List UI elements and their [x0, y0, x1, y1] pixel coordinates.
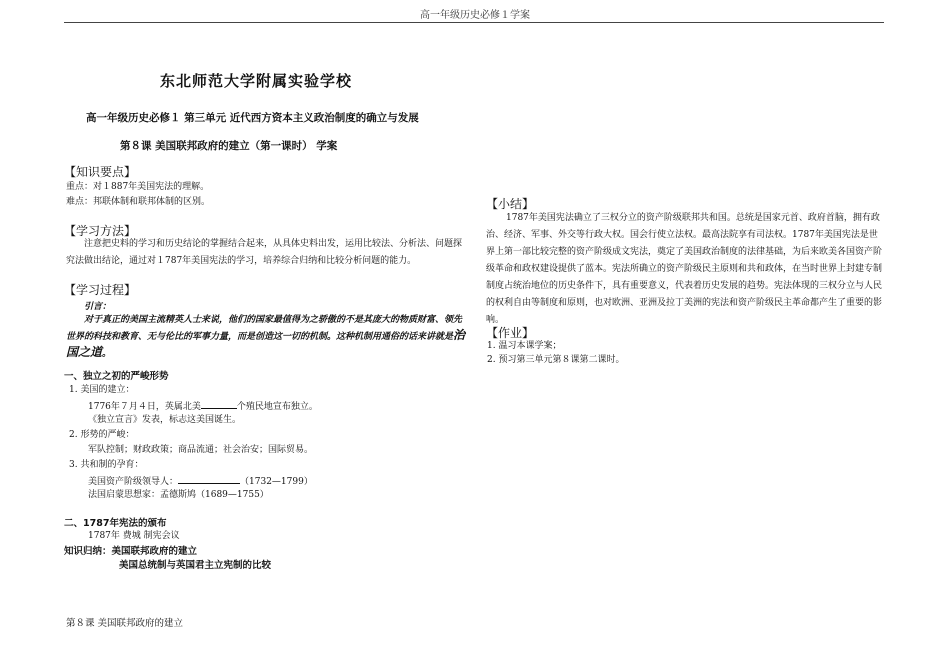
item1-line1	[88, 398, 318, 414]
section2-line1: 1787年 费城 制宪会议	[88, 531, 180, 541]
item2-line: 军队控制；财政政策；商品流通；社会治安；国际贸易。	[88, 445, 314, 455]
conclusion-text: 1787年美国宪法确立了三权分立的资产阶级联邦共和国。总统是国家元首、政府首脑，拥有政治、经济、军事、外交等行政大权。国会行使立法权。最高法院享有司法权。1787年美国宪法是世界上第一部比较完整的资产阶级成文宪法，奠定了美国政治制度的法律基础，为后来欧美各国资产阶级革命和政权建设提供了蓝本。宪法所确立的资产阶级民主原则和共和政体，在当时世界上封建专制制度占统治地位的历史条件下，具有重要意义，代表着历史发展的趋势。宪法体现的三权分立与人民的权利自由等制度和原则，也对欧洲、亚洲及拉丁美洲的宪法和资产阶级民主革命都产生了重要的影响。	[486, 213, 883, 325]
homework-item-1: 1. 温习本课学案；	[487, 341, 562, 351]
key-point: 重点：对１887年美国宪法的理解。	[66, 182, 210, 192]
quote-end: 。	[102, 349, 112, 359]
item3-line1-b: （1732—1799）	[240, 477, 313, 487]
process-heading: 【学习过程】	[64, 283, 137, 297]
item3-line2: 法国启蒙思想家：孟德斯鸠（1689—1755）	[88, 490, 269, 500]
unit-subtitle: 高一年级历史必修１ 第三单元 近代西方资本主义政治制度的确立与发展	[86, 112, 419, 124]
item1-line2: 《独立宣言》发表，标志这美国诞生。	[88, 415, 242, 425]
summary-item-2: 美国总统制与英国君主立宪制的比较	[119, 560, 272, 571]
section2-heading: 二、1787年宪法的颁布	[64, 518, 167, 529]
item1-line1-a: 1776年７月４日，英属北美	[88, 402, 201, 412]
item3-line1-a: 美国资产阶级领导人：	[88, 477, 179, 487]
page-footer: 第８课 美国联邦政府的建立	[66, 618, 184, 629]
page-header: 高一年级历史必修１学案	[420, 10, 530, 21]
quote-emphasis: 治国之道	[66, 328, 466, 359]
intro-quote	[66, 313, 470, 362]
item1-title: 1. 美国的建立：	[69, 385, 135, 395]
summary-item-1: 美国联邦政府的建立	[111, 546, 198, 557]
item2-title: 2. 形势的严峻：	[69, 430, 135, 440]
school-name: 东北师范大学附属实验学校	[160, 72, 353, 90]
item3-line1	[88, 473, 313, 489]
section1-heading: 一、独立之初的严峻形势	[64, 371, 169, 382]
intro-label: 引言：	[84, 302, 112, 312]
item3-title: 3. 共和制的孕育：	[69, 460, 144, 470]
fill-blank[interactable]	[201, 398, 237, 409]
homework-heading: 【作业】	[486, 326, 535, 340]
method-heading: 【学习方法】	[64, 224, 137, 238]
header-rule	[64, 22, 884, 23]
difficult-point: 难点：邦联体制和联邦体制的区别。	[66, 197, 211, 207]
summary-row1	[64, 543, 197, 557]
homework-item-2: 2. 预习第三单元第８课第二课时。	[487, 355, 625, 365]
fill-blank[interactable]	[178, 473, 240, 484]
method-text: 注意把史料的学习和历史结论的掌握结合起来，从具体史料出发，运用比较法、分析法、问题探究法做出结论，通过对１787年美国宪法的学习，培养综合归纳和比较分析问题的能力。	[66, 239, 463, 266]
lesson-title: 第８课 美国联邦政府的建立（第一课时） 学案	[120, 140, 338, 152]
conclusion-heading: 【小结】	[486, 197, 535, 211]
item1-line1-b: 个殖民地宣布独立。	[236, 402, 318, 412]
intro-quote-text: 对于真正的美国主流精英人士来说，他们的国家最值得为之骄傲的不是其庞大的物质财富、领先世界的科技和教育、无与伦比的军事力量，而是创造这一切的机制。这种机制用通俗的话来讲就是	[66, 315, 463, 342]
knowledge-heading: 【知识要点】	[64, 165, 137, 179]
summary-label: 知识归纳：	[64, 546, 112, 557]
